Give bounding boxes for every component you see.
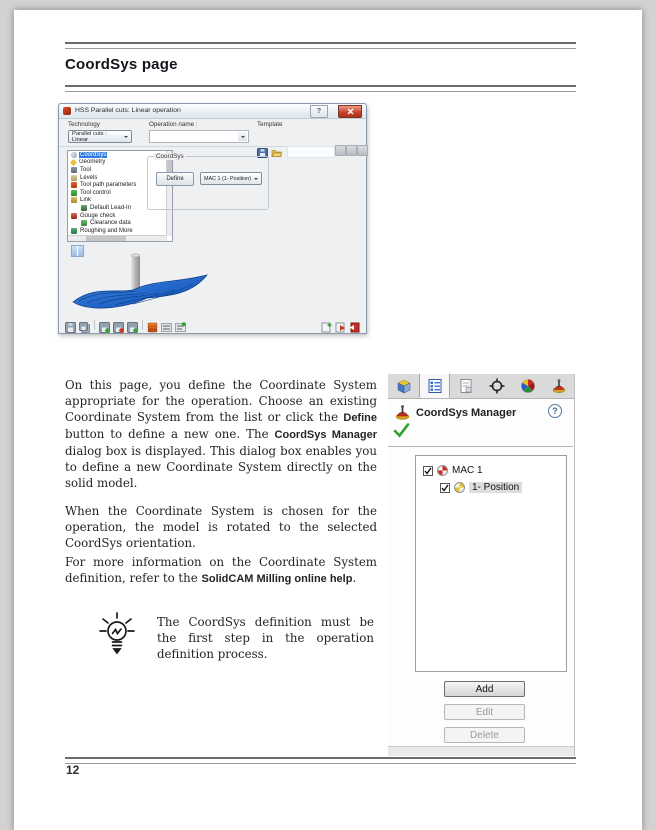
tree-item-label: Roughing and More	[80, 227, 133, 234]
tree-item-label: Tool control	[80, 189, 111, 196]
tree-item-label: Clearance data	[90, 220, 131, 227]
paragraph-text: When the Coordinate System is chosen for the operation, the model is rotated to the selected CoordSys orientation.	[65, 504, 377, 550]
exit-dialog-icon[interactable]	[349, 320, 360, 331]
panel-header	[394, 404, 516, 421]
lightbulb-icon	[98, 611, 136, 662]
tree-item-label: Tool	[80, 166, 92, 173]
tool-table-icon[interactable]	[147, 320, 158, 331]
paragraph-text: On this page, you define the Coordinate System appropriate for the operation. Choose an existing Coordinate System from the list or click the	[65, 378, 377, 424]
save-template-icon[interactable]	[257, 145, 268, 155]
coordsys-manager-panel	[388, 374, 575, 756]
save-copy-operation-icon[interactable]	[79, 320, 90, 331]
scrollbar-thumb[interactable]	[86, 236, 126, 241]
tree-item-label: Geometry	[79, 159, 106, 166]
roughing-icon	[71, 228, 77, 234]
tree-item-label: CoordSys	[80, 151, 107, 158]
clearance-data-icon	[81, 220, 87, 226]
dialog-app-icon	[63, 107, 71, 115]
coordsys-item-label[interactable]: MAC 1	[452, 465, 483, 476]
paragraph-text: For more information on the Coordinate System definition, refer to the	[65, 555, 377, 585]
operation-name-label: Operation name :	[149, 121, 198, 128]
checkbox-checked[interactable]	[440, 483, 450, 493]
operation-name-combo[interactable]	[149, 130, 249, 143]
template-action-icon[interactable]	[335, 145, 346, 156]
ui-term-coordsys-manager: CoordSys Manager	[274, 429, 377, 441]
paragraph	[65, 554, 377, 587]
title-rule	[65, 85, 576, 92]
operation-name-dropdown-button[interactable]	[238, 132, 247, 141]
paragraph-text: dialog box is displayed. This dialog box enables you to define a new Coordinate System directly on the solid model.	[65, 444, 377, 490]
operation-dialog-screenshot	[58, 103, 367, 334]
tree-item-gouge-check[interactable]	[68, 212, 172, 220]
coordsys-list-item-mac1[interactable]	[416, 462, 566, 479]
paragraph	[65, 503, 377, 551]
paragraph-text: button to define a new one. The	[65, 427, 275, 441]
tree-item-label: Link	[80, 197, 92, 204]
delete-button[interactable]: Delete	[444, 727, 525, 743]
ok-check-icon[interactable]	[393, 422, 410, 443]
ui-term-online-help: SolidCAM Milling online help	[201, 573, 353, 585]
add-button[interactable]: Add	[444, 681, 525, 697]
lead-in-icon	[81, 205, 87, 211]
technology-value: Parallel cuts : Linear	[72, 130, 107, 143]
top-rule	[65, 42, 576, 49]
position-coordsys-icon	[454, 482, 465, 493]
dialog-title: HSS Parallel cuts: Linear operation	[75, 107, 181, 114]
coordsys-item-label[interactable]: 1- Position	[469, 482, 522, 493]
coordsys-group-label: CoordSys	[156, 153, 184, 160]
gouge-check-icon	[71, 213, 77, 219]
open-template-icon[interactable]	[271, 145, 282, 155]
coordsys-list	[415, 455, 567, 672]
export-operation-icon[interactable]	[113, 320, 124, 331]
edit-button[interactable]: Edit	[444, 704, 525, 720]
dialog-help-button[interactable]: ?	[310, 105, 328, 118]
model-preview-image	[71, 252, 211, 318]
paragraph	[65, 377, 377, 491]
toolbar-separator	[94, 320, 95, 330]
bottom-rule	[65, 757, 576, 764]
tab-configuration-icon[interactable]	[450, 374, 481, 398]
technology-label: Technology	[68, 121, 100, 128]
coordsys-manager-icon	[394, 404, 411, 421]
template-label: Template	[257, 121, 283, 128]
page-number: 12	[66, 763, 80, 777]
paragraph-text: .	[352, 571, 357, 585]
template-action-icon[interactable]	[357, 145, 368, 156]
tab-operations-tree-icon[interactable]	[419, 374, 450, 398]
tab-part-icon[interactable]	[388, 374, 419, 398]
panel-divider	[388, 446, 573, 447]
add-operation-icon[interactable]	[321, 320, 332, 331]
coordsys-selected-value: MAC 1 (1- Position)	[204, 175, 252, 182]
generate-gcode-icon[interactable]	[175, 320, 186, 331]
dialog-close-button[interactable]	[338, 105, 362, 118]
page-title: CoordSys page	[65, 56, 178, 73]
ui-term-define: Define	[343, 412, 377, 424]
geometry-icon	[70, 159, 77, 166]
close-icon	[347, 108, 354, 115]
coordsys-list-item-position1[interactable]	[416, 479, 566, 496]
tree-item-roughing-and-more[interactable]	[68, 227, 172, 235]
define-button[interactable]: Define	[156, 172, 194, 186]
save-calculate-icon[interactable]	[99, 320, 110, 331]
coordsys-groupbox	[147, 153, 269, 210]
checkbox-checked[interactable]	[423, 466, 433, 476]
tool-icon	[71, 167, 77, 173]
tab-display-manager-icon[interactable]	[512, 374, 543, 398]
task-pane-tabbar	[388, 374, 574, 399]
chevron-down-icon	[254, 178, 258, 182]
link-icon	[71, 197, 77, 203]
panel-title: CoordSys Manager	[416, 406, 517, 419]
tool-control-icon	[71, 190, 77, 196]
template-name-field[interactable]	[287, 146, 335, 158]
tree-item-label: Gouge check	[80, 212, 116, 219]
dialog-toolbar	[59, 118, 366, 147]
coordsys-select-dropdown[interactable]	[200, 172, 262, 185]
panel-bottom-edge	[388, 746, 574, 756]
tree-item-label: Default Lead-In	[90, 204, 132, 211]
toolpath-parameters-icon	[71, 182, 77, 188]
note-text: The CoordSys definition must be the first step in the operation definition process.	[157, 615, 374, 661]
levels-icon	[71, 175, 77, 181]
tree-item-clearance-data[interactable]	[68, 219, 172, 227]
tree-horizontal-scrollbar[interactable]	[68, 235, 167, 241]
save-exit-icon[interactable]	[335, 320, 346, 331]
import-operation-icon[interactable]	[127, 320, 138, 331]
toolbar-separator	[142, 320, 143, 330]
technology-dropdown[interactable]	[68, 130, 132, 143]
manual-page	[14, 10, 642, 830]
chevron-down-icon	[124, 136, 128, 140]
tab-coordsys-manager-icon[interactable]	[543, 374, 574, 398]
dialog-bottom-toolbar	[59, 317, 366, 333]
gcode-icon[interactable]	[161, 320, 172, 331]
machine-coordsys-icon	[437, 465, 448, 476]
tree-item-label: Levels	[80, 174, 98, 181]
template-action-icon[interactable]	[346, 145, 357, 156]
save-operation-icon[interactable]	[65, 320, 76, 331]
coordsys-icon	[71, 152, 77, 158]
tab-dimxpert-icon[interactable]	[481, 374, 512, 398]
chevron-down-icon	[241, 136, 245, 140]
dialog-titlebar	[59, 104, 366, 119]
tree-item-label: Tool path parameters	[80, 182, 137, 189]
help-icon[interactable]: ?	[548, 404, 562, 418]
